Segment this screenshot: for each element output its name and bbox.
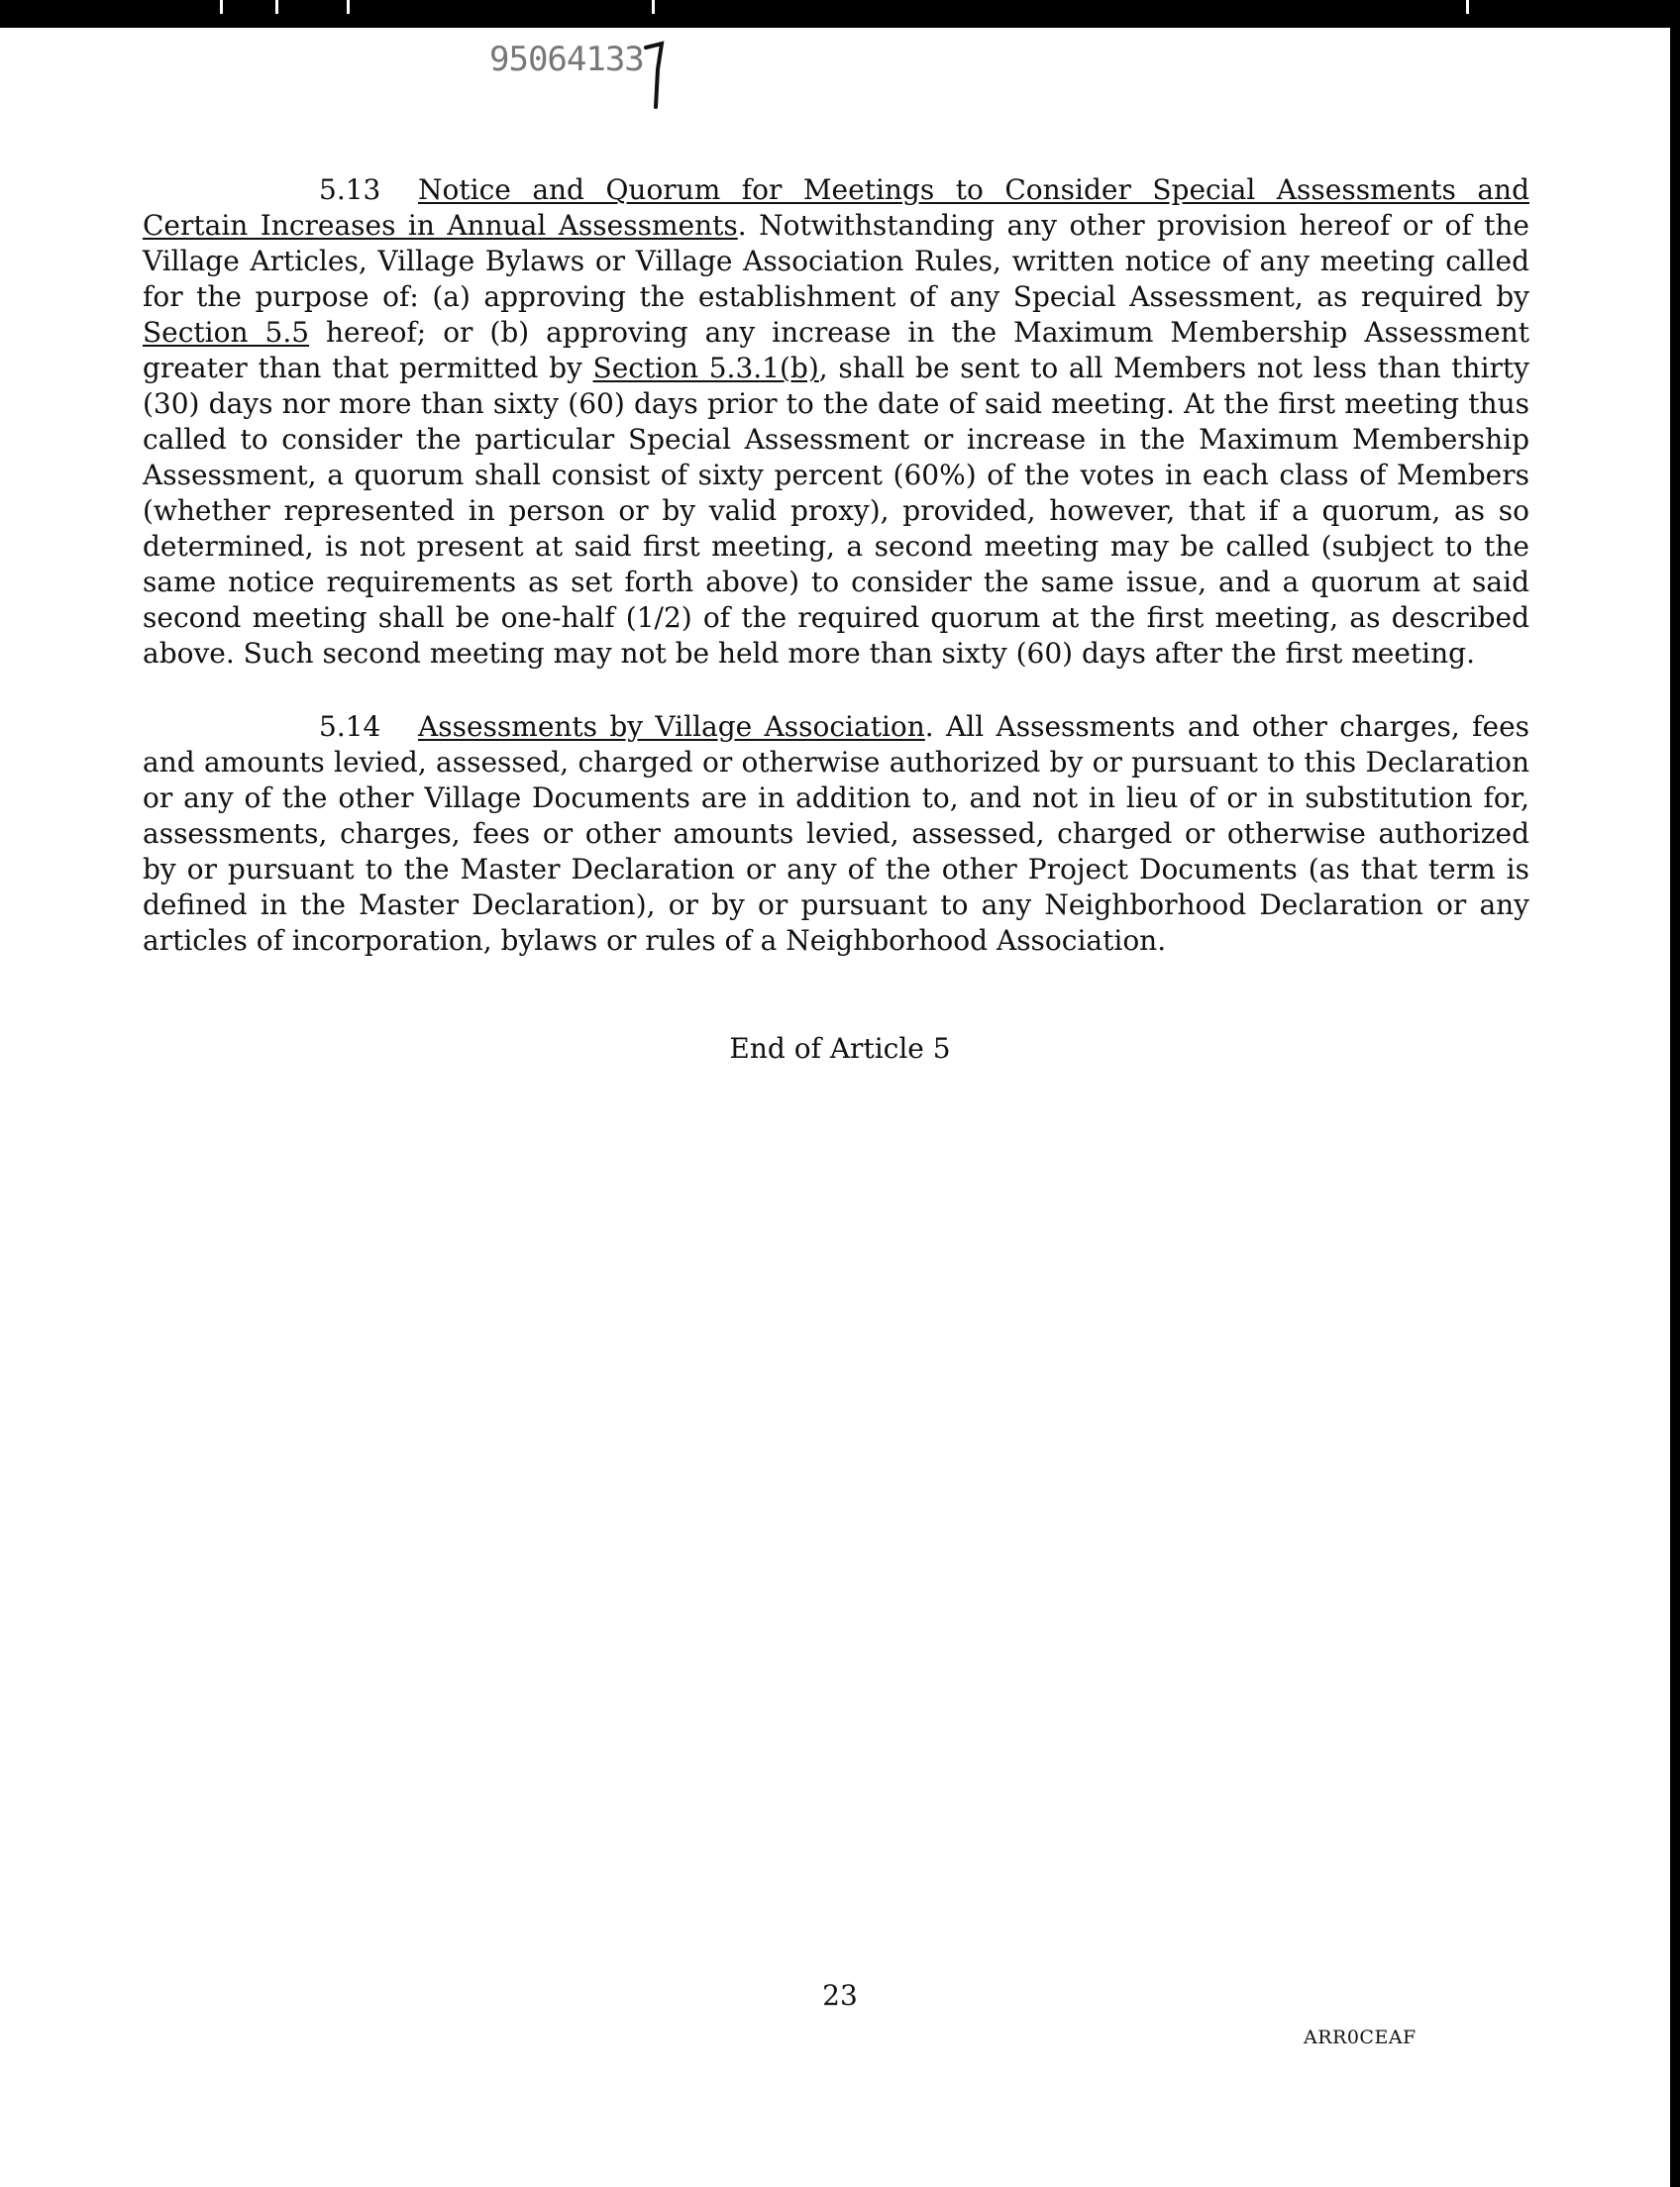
document-stamp-number: 95064133 bbox=[489, 40, 644, 79]
section-5-13-paragraph bbox=[143, 172, 1529, 672]
scan-tick-mark bbox=[347, 0, 350, 14]
section-number: 5.13 bbox=[319, 173, 381, 206]
page-number: 23 bbox=[822, 1979, 858, 2012]
section-body-text: , shall be sent to all Members not less than thirty (30) days nor more than sixty (60) days prior to the date of said meeting. At the first meeting thus called to consider the particular Special Assessment or increase in the Maximum Membership Assessment, a quorum shall consist of sixty percent (60%) of the votes in each class of Members (whether represented in person or by valid proxy), provided, however, that if a quorum, as so determined, is not present at said first meeting, a second meeting may be called (subject to the same notice requirements as set forth above) to consider the same issue, and a quorum at said second meeting shall be one-half (1/2) of the required quorum at the first meeting, as described above. Such second meeting may not be held more than sixty (60) days after the first meeting. bbox=[143, 352, 1530, 670]
section-reference: Section 5.5 bbox=[143, 316, 310, 349]
section-title: Notice and Quorum for Meetings to Consider Special Assessments and Certain Increases in Annual Assessments bbox=[143, 173, 1529, 242]
section-5-14-paragraph bbox=[143, 709, 1529, 959]
scan-tick-mark bbox=[1466, 0, 1469, 14]
handwritten-mark-icon bbox=[644, 40, 668, 111]
scan-tick-mark bbox=[275, 0, 278, 14]
section-number: 5.14 bbox=[319, 710, 381, 743]
section-body-text: . Notwithstanding any other provision hereof or of the Village Articles, Village Bylaws or Village Association Rules, written notice of any meeting called for the purpose of: (a) approving the establishment of any Special Assessment, as required by bbox=[143, 209, 1529, 313]
scan-right-border bbox=[1670, 0, 1680, 2187]
section-body-text: hereof; or (b) approving any increase in the Maximum Membership Assessment greater than that permitted by bbox=[143, 316, 1529, 384]
scan-top-border bbox=[0, 0, 1680, 28]
scan-tick-mark bbox=[220, 0, 223, 14]
section-body-text: . All Assessments and other charges, fees and amounts levied, assessed, charged or otherwise authorized by or pursuant to this Declaration or any of the other Village Documents are in addition to, and not in lieu of or in substitution for, assessments, charges, fees or other amounts levied, assessed, charged or otherwise authorized by or pursuant to the Master Declaration or any of the other Project Documents (as that term is defined in the Master Declaration), or by or pursuant to any Neighborhood Declaration or any articles of incorporation, bylaws or rules of a Neighborhood Association. bbox=[143, 710, 1530, 957]
section-reference: Section 5.3.1(b) bbox=[592, 352, 819, 384]
document-footer-code: ARR0CEAF bbox=[1304, 2027, 1417, 2048]
end-of-article-text: End of Article 5 bbox=[729, 1032, 951, 1065]
section-title: Assessments by Village Association bbox=[418, 710, 925, 743]
scan-tick-mark bbox=[652, 0, 655, 14]
